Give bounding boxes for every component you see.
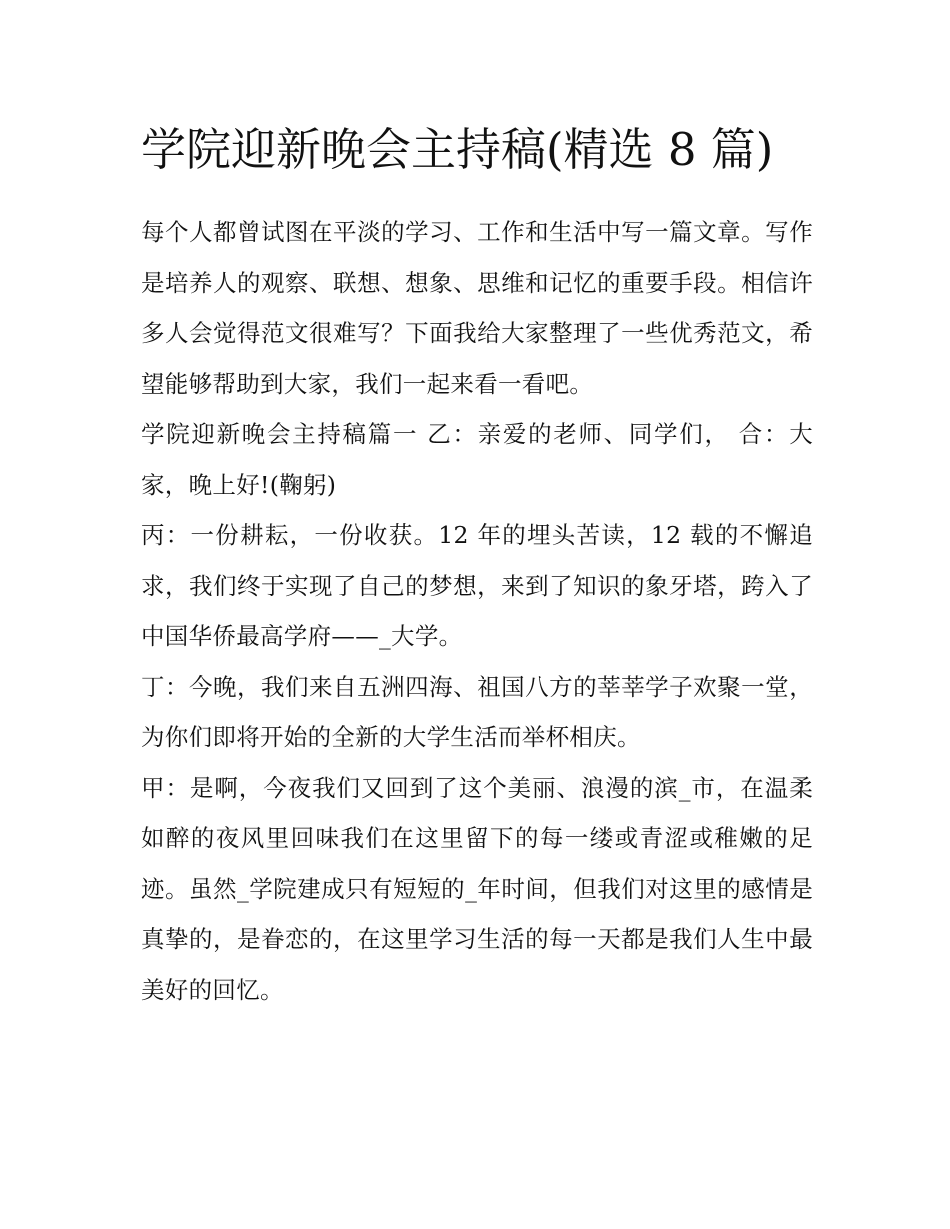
intro-paragraph: 每个人都曾试图在平淡的学习、工作和生活中写一篇文章。写作是培养人的观察、联想、想象、思维和记忆的重要手段。相信许多人会觉得范文很难写？下面我给大家整理了一些优秀范文，希望能够帮助到大家，我们一起来看一看吧。 [141, 218, 813, 398]
document-page [141, 112, 813, 1015]
script-paragraph-3: 丁：今晚，我们来自五洲四海、祖国八方的莘莘学子欢聚一堂，为你们即将开始的全新的大学生活而举杯相庆。 [141, 672, 813, 751]
document-title: 学院迎新晚会主持稿(精选 8 篇) [141, 123, 774, 176]
script-paragraph-2: 丙：一份耕耘，一份收获。12 年的埋头苦读，12 载的不懈追求，我们终于实现了自己的梦想，来到了知识的象牙塔，跨入了中国华侨最高学府——_大学。 [141, 521, 813, 650]
script-paragraph-4: 甲：是啊，今夜我们又回到了这个美丽、浪漫的滨_市，在温柔如醉的夜风里回味我们在这里留下的每一缕或青涩或稚嫩的足迹。虽然_学院建成只有短短的_年时间，但我们对这里的感情是真挚的，是眷恋的，在这里学习生活的每一天都是我们人生中最美好的回忆。 [141, 773, 813, 1004]
script-paragraph-1: 学院迎新晚会主持稿篇一 乙：亲爱的老师、同学们， 合：大家，晚上好!(鞠躬) [141, 420, 813, 499]
document-body [141, 207, 813, 1015]
